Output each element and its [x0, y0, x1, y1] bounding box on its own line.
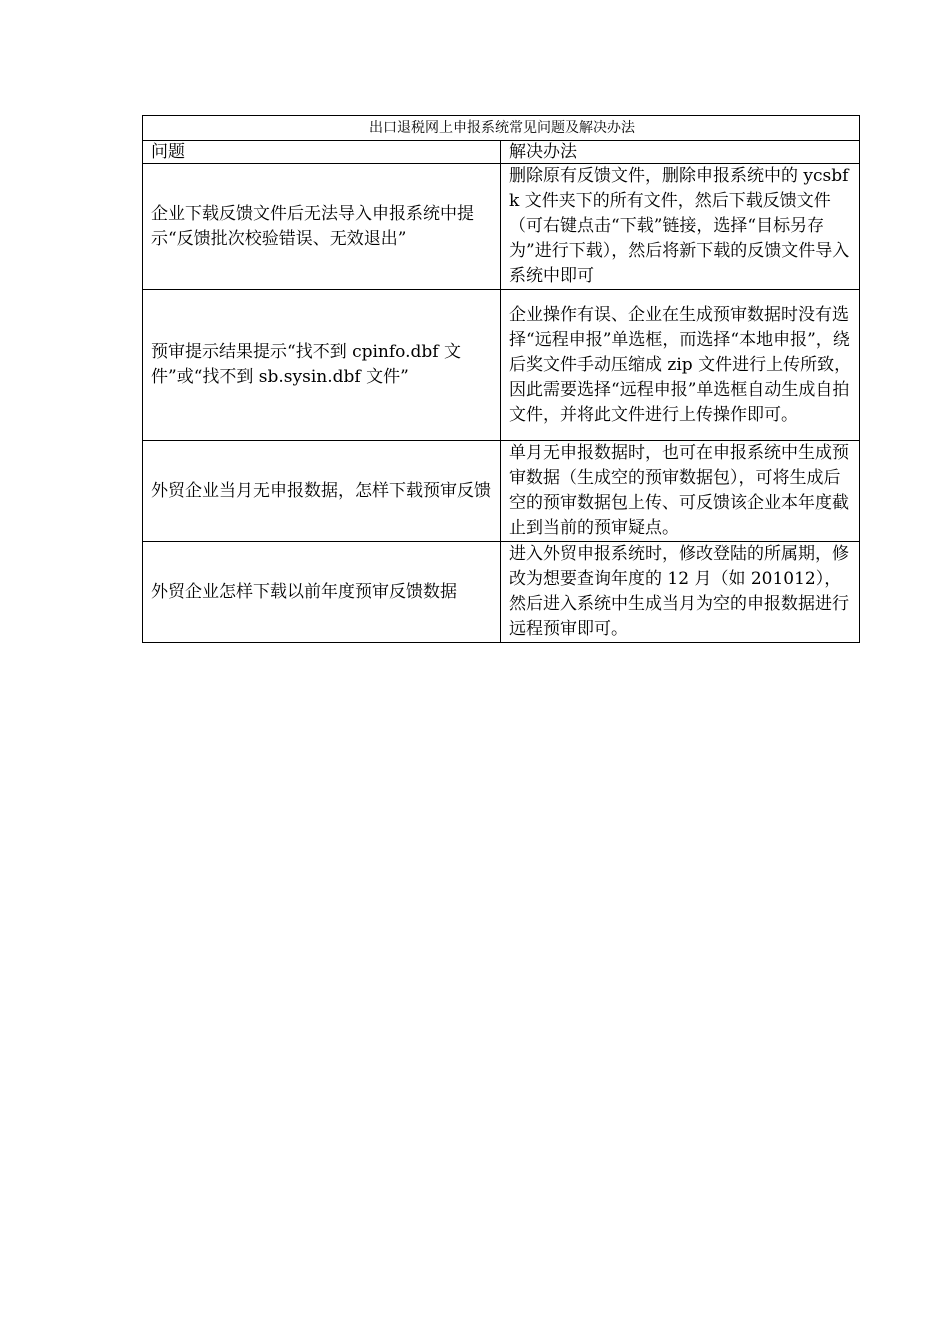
table-title: 出口退税网上申报系统常见问题及解决办法 — [143, 116, 860, 141]
table-header-row — [143, 141, 860, 164]
question-cell: 外贸企业怎样下载以前年度预审反馈数据 — [143, 542, 501, 643]
solution-cell: 进入外贸申报系统时，修改登陆的所属期，修改为想要查询年度的 12 月（如 201012），然后进入系统中生成当月为空的申报数据进行远程预审即可。 — [501, 542, 860, 643]
faq-table — [142, 115, 860, 643]
table-row — [143, 290, 860, 441]
solution-cell: 删除原有反馈文件，删除申报系统中的 ycsbfk 文件夹下的所有文件，然后下载反馈文件（可右键点击“下载”链接，选择“目标另存为”进行下载），然后将新下载的反馈文件导入系统中即可 — [501, 164, 860, 290]
header-solution: 解决办法 — [501, 141, 860, 164]
question-cell: 企业下载反馈文件后无法导入申报系统中提示“反馈批次校验错误、无效退出” — [143, 164, 501, 290]
question-cell: 外贸企业当月无申报数据，怎样下载预审反馈 — [143, 441, 501, 542]
table-title-row — [143, 116, 860, 141]
table-row — [143, 441, 860, 542]
question-cell: 预审提示结果提示“找不到 cpinfo.dbf 文件”或“找不到 sb.sysin.dbf 文件” — [143, 290, 501, 441]
table-row — [143, 542, 860, 643]
table-row — [143, 164, 860, 290]
solution-cell: 单月无申报数据时，也可在申报系统中生成预审数据（生成空的预审数据包），可将生成后空的预审数据包上传、可反馈该企业本年度截止到当前的预审疑点。 — [501, 441, 860, 542]
solution-cell: 企业操作有误、企业在生成预审数据时没有选择“远程申报”单选框，而选择“本地申报”，绕后奖文件手动压缩成 zip 文件进行上传所致，因此需要选择“远程申报”单选框自动生成自拍文件，并将此文件进行上传操作即可。 — [501, 290, 860, 441]
header-question: 问题 — [143, 141, 501, 164]
